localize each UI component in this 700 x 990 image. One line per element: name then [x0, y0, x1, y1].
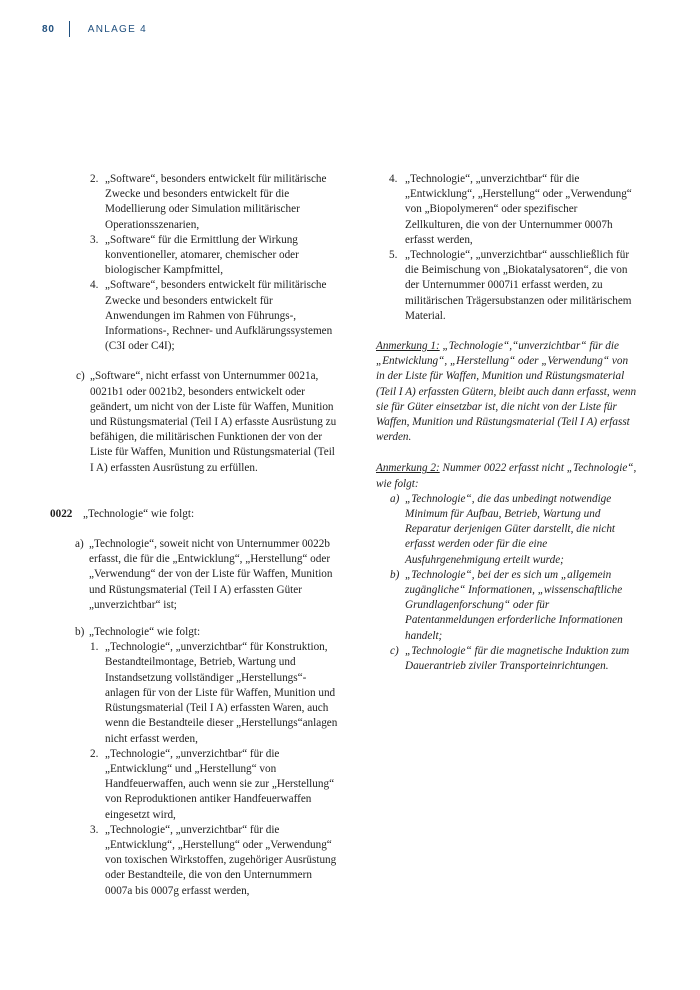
list-item-c: [50, 369, 340, 475]
item-text: „Technologie“, „unverzichtbar“ für Konstruktion, Bestandteilmontage, Betrieb, Wartung und Instandsetzung vollständiger „Herstellungs“-anlagen für von der Liste für Waffen, Munition und Rüstungsmaterial (Teil I A) erfassten Waren, auch wenn die Bestandteile dieser „Herstellungs“anlagen nicht erfasst werden,: [105, 641, 338, 745]
section-heading-0022: [50, 507, 340, 522]
list-item: [50, 172, 340, 233]
list-item: [50, 747, 340, 823]
list-item-a: [50, 537, 340, 613]
item-text: „Technologie“, soweit nicht von Unternummer 0022b erfasst, die für die „Entwicklung“, „Herstellung“ oder „Verwendung“ der von der Liste für Waffen, Munition und Rüstungsmaterial (Teil I A) erfassten Güter „unverzichtbar“ ist;: [89, 538, 333, 611]
item-number: 4.: [90, 279, 99, 292]
right-column: [376, 172, 638, 674]
item-text: „Technologie“, „unverzichtbar“ für die „Entwicklung“, „Herstellung“ oder „Verwendung“ von toxischen Wirkstoffen, zugehöriger Ausrüstung oder Bestandteile, die von den Unternummern 0007a bis 0007g erfasst werden,: [105, 823, 337, 897]
list-item: [376, 568, 638, 644]
list-item: [376, 644, 638, 674]
page-number: 80: [42, 23, 55, 35]
item-letter: a): [390, 492, 400, 505]
note-text: Nummer 0022 erfasst nicht „Technologie“, wie folgt:: [376, 462, 637, 490]
header-divider: [69, 21, 70, 37]
left-column: [50, 172, 340, 899]
note-2-list: [376, 492, 638, 674]
item-letter: c): [76, 370, 85, 383]
item-text: „Technologie“, bei der es sich um „allgemein zugängliche“ Informationen, „wissenschaftliche Grundlagenforschung“ oder für Patentanmeldungen erforderliche Informationen handelt;: [405, 568, 623, 642]
item-number: 3.: [90, 233, 99, 246]
note-label: Anmerkung 1:: [376, 340, 440, 353]
item-number: 2.: [90, 173, 99, 185]
item-number: 3.: [90, 823, 99, 836]
item-text: „Software“, besonders entwickelt für militärische Zwecke und besonders entwickelt für die Modellierung oder Simulation militärischer Operationsszenarien,: [105, 173, 327, 231]
item-text: „Technologie“, „unverzichtbar“ ausschließlich für die Beimischung von „Biokatalysatoren“, die von der Unternummer 0007i1 erfasst werden, zu militärischen Trägersubstanzen oder militärischem Material.: [405, 249, 632, 322]
item-letter: b): [75, 626, 85, 639]
list-item: [376, 248, 638, 324]
item-text: „Technologie“, „unverzichtbar“ für die „Entwicklung“, „Herstellung“ oder „Verwendung“ von „Biopolymeren“ oder spezifischer Zellkulturen, die von der Unternummer 0007h erfasst werden,: [405, 173, 632, 246]
note-label: Anmerkung 2:: [376, 462, 440, 475]
page-header: [42, 19, 147, 39]
item-text: „Technologie“ für die magnetische Induktion zum Dauerantrieb ziviler Transporteinrichtungen.: [405, 644, 630, 673]
list-item: [50, 233, 340, 279]
list-item: [50, 823, 340, 899]
section-title: ANLAGE 4: [87, 23, 148, 35]
item-letter: b): [390, 568, 400, 581]
item-text: „Software“ für die Ermittlung der Wirkung konventioneller, atomarer, chemischer oder biologischer Kampfmittel,: [105, 233, 299, 277]
item-text: „Software“, nicht erfasst von Unternummer 0021a, 0021b1 oder 0021b2, besonders entwickelt oder geändert, um nicht von der Liste für Waffen, Munition und Rüstungsmaterial (Teil I A) erfasste Ausrüstung zu befähigen, die militärischen Funktionen der von der Liste für Waffen, Munition und Rüstungsmaterial (Teil I A) erfassten Ausrüstung zu erfüllen.: [90, 370, 337, 474]
list-item: [376, 492, 638, 568]
list-item: [50, 640, 340, 746]
heading-text: „Technologie“ wie folgt:: [83, 507, 195, 520]
item-number: 1.: [90, 641, 99, 654]
item-number: 5.: [389, 249, 398, 262]
note-text: „Technologie“,“unverzichtbar“ für die „Entwicklung“, „Herstellung“ oder „Verwendung“ von in der Liste für Waffen, Munition und Rüstungsmaterial (Teil I A) erfassten Gütern, bleibt auch dann erfasst, wenn sie für Güter einsetzbar ist, die nicht von der Liste für Waffen, Munition und Rüstungsmaterial (Teil I A) erfasst werden.: [376, 340, 637, 444]
item-number: 4.: [389, 173, 398, 185]
list-item: [376, 172, 638, 248]
item-text: „Technologie“, die das unbedingt notwendige Minimum für Aufbau, Betrieb, Wartung und Reparatur derjenigen Güter darstellt, die nicht erfasst werden oder für die eine Ausfuhrgenehmigung erteilt wurde;: [405, 492, 616, 566]
item-text: „Technologie“, „unverzichtbar“ für die „Entwicklung“ und „Herstellung“ von Handfeuerwaffen, auch wenn sie zur „Herstellung“ von Reproduktionen antiker Handfeuerwaffen eingesetzt wird,: [105, 747, 335, 821]
list-item-b: [50, 625, 340, 640]
note-2: [376, 461, 638, 491]
list-item: [50, 278, 340, 354]
item-number: 2.: [90, 747, 99, 760]
item-text: „Technologie“ wie folgt:: [89, 626, 201, 639]
heading-code: 0022: [50, 507, 73, 520]
item-letter: a): [75, 538, 84, 551]
note-1: [376, 339, 638, 445]
item-text: „Software“, besonders entwickelt für militärische Zwecke und besonders entwickelt für Anwendungen im Rahmen von Führungs-, Informations-, Rechner- und Aufklärungssystemen (C3I oder C4I);: [105, 279, 333, 353]
item-letter: c): [390, 644, 399, 657]
